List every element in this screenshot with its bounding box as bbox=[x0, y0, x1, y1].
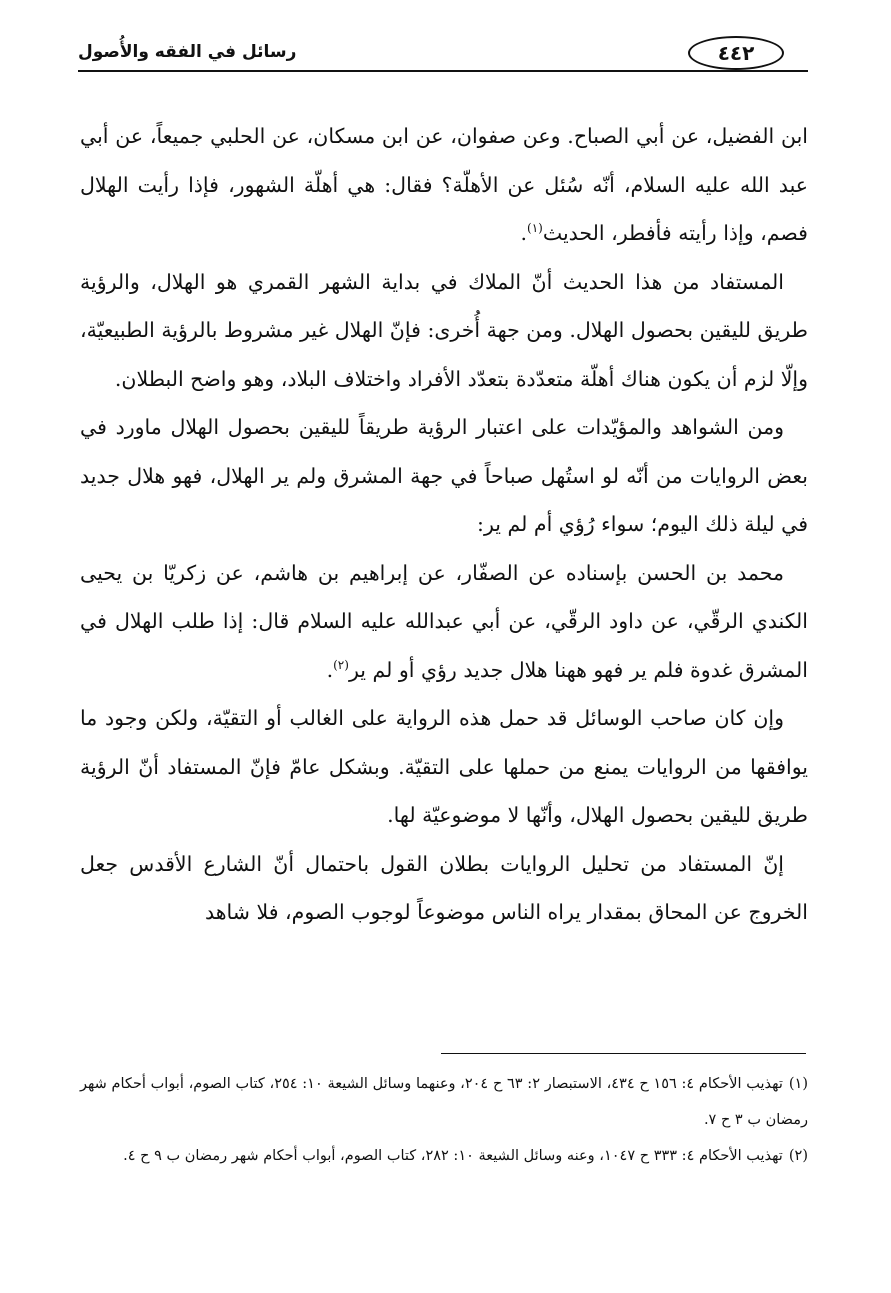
paragraph-4-text: محمد بن الحسن بإسناده عن الصفّار، عن إبراهيم بن هاشم، عن زكريّا بن يحيى الكندي الرقّي، عن داود الرقّي، عن أبي عبدالله عليه السلام قال: إذا طلب الهلال في المشرق غدوة فلم ير فهو ههنا هلال جديد رؤي أو لم ير bbox=[80, 560, 808, 682]
paragraph-1-text: ابن الفضيل، عن أبي الصباح. وعن صفوان، عن ابن مسكان، عن الحلبي جميعاً، عن أبي عبد الله عليه السلام، أنّه سُئل عن الأهلّة؟ فقال: هي أهلّة الشهور، فإذا رأيت الهلال فصم، وإذا رأيته فأفطر، الحديث bbox=[80, 124, 808, 245]
paragraph-1 bbox=[80, 112, 808, 258]
header-rule bbox=[78, 70, 808, 72]
footnote-2-number: (٢) bbox=[788, 1148, 808, 1164]
footnote-1-text: تهذيب الأحكام ٤: ١٥٦ ح ٤٣٤، الاستبصار ٢: ٦٣ ح ٢٠٤، وعنهما وسائل الشيعة ١٠: ٢٥٤، كتاب الصوم، أبواب أحكام شهر رمضان ب ٣ ح ٧. bbox=[80, 1076, 808, 1128]
paragraph-4-end: . bbox=[326, 657, 334, 682]
footnote-ref-1: (١) bbox=[527, 221, 543, 236]
paragraph-6: إنّ المستفاد من تحليل الروايات بطلان القول باحتمال أنّ الشارع الأقدس جعل الخروج عن المحاق بمقدار يراه الناس موضوعاً لوجوب الصوم، فلا شاهد bbox=[80, 851, 808, 924]
main-text bbox=[80, 112, 808, 937]
paragraph-3: ومن الشواهد والمؤيّدات على اعتبار الرؤية طريقاً لليقين بحصول الهلال ماورد في بعض الروايات من أنّه لو استُهل صباحاً في جهة المشرق ولم ير الهلال، فهو هلال جديد في ليلة ذلك اليوم؛ سواء رُؤي أم لم ير: bbox=[80, 415, 808, 536]
paragraph-4 bbox=[80, 549, 808, 695]
running-title: رسائل في الفقه والأُصول bbox=[78, 42, 297, 62]
footnote-ref-2: (٢) bbox=[333, 657, 349, 672]
footnotes bbox=[80, 1066, 808, 1174]
footnote-separator bbox=[441, 1053, 806, 1054]
paragraph-1-end: . bbox=[520, 221, 527, 245]
page-number-badge: ٤٤٢ bbox=[688, 36, 784, 70]
footnote-1-number: (١) bbox=[788, 1076, 809, 1092]
paragraph-5: وإن كان صاحب الوسائل قد حمل هذه الرواية على الغالب أو التقيّة، ولكن وجود ما يوافقها من الروايات يمنع من حملها على التقيّة. وبشكل عامّ فإنّ المستفاد أنّ الرؤية طريق لليقين بحصول الهلال، وأنّها لا موضوعيّة لها. bbox=[80, 706, 808, 827]
paragraph-2: المستفاد من هذا الحديث أنّ الملاك في بداية الشهر القمري هو الهلال، والرؤية طريق لليقين بحصول الهلال. ومن جهة أُخرى: فإنّ الهلال غير مشروط بالرؤية الطبيعيّة، وإلّا لزم أن يكون هناك أهلّة متعدّدة بتعدّد الأفراد واختلاف البلاد، وهو واضح البطلان. bbox=[80, 269, 808, 391]
footnote-2 bbox=[80, 1138, 808, 1174]
footnote-2-text: تهذيب الأحكام ٤: ٣٣٣ ح ١٠٤٧، وعنه وسائل الشيعة ١٠: ٢٨٢، كتاب الصوم، أبواب أحكام شهر رمضان ب ٩ ح ٤. bbox=[123, 1148, 783, 1164]
footnote-1 bbox=[80, 1066, 808, 1138]
page-header bbox=[78, 32, 808, 78]
